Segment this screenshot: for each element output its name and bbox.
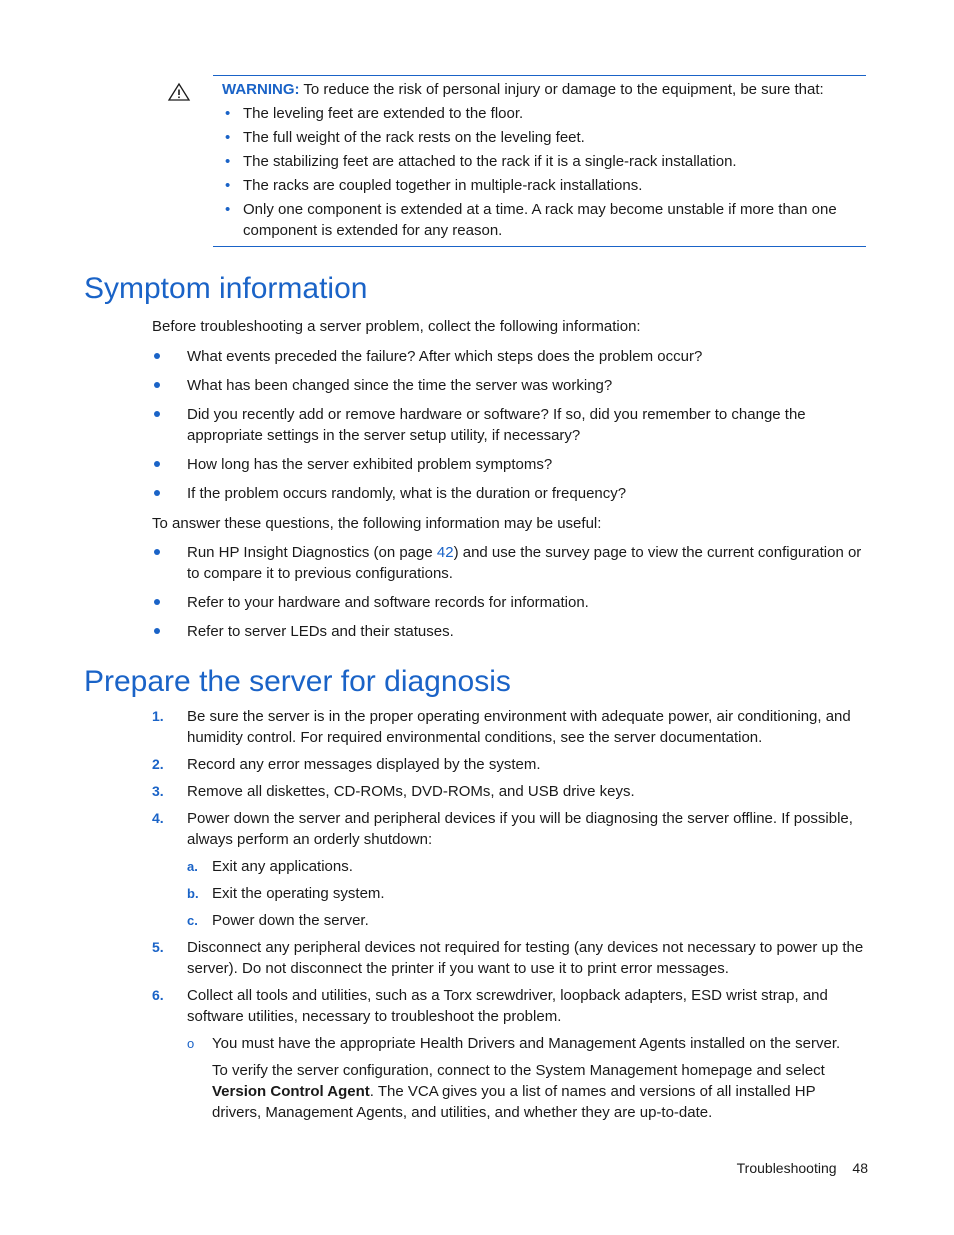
substep-text: Exit any applications. (212, 858, 353, 875)
step-item (152, 937, 867, 979)
symptom-question-list (152, 346, 867, 512)
step-number: 2. (152, 756, 164, 772)
step-number: 6. (152, 987, 164, 1003)
step-item (152, 781, 867, 802)
warning-item: • Only one component is extended at a time. A rack may become unstable if more than one component is extended for any reason. (213, 199, 866, 241)
step-item (152, 985, 867, 1123)
note-bullet-text: You must have the appropriate Health Drivers and Management Agents installed on the server. (212, 1035, 841, 1052)
substep-item (187, 883, 867, 904)
note-text: . The VCA gives you a list of names and versions of all installed HP drivers, Management Agents, and utilities, and whether they are up-to-date. (212, 1083, 816, 1121)
list-item: What events preceded the failure? After which steps does the problem occur? (152, 346, 867, 367)
substep-list (187, 856, 867, 931)
symptom-intro-2: To answer these questions, the following information may be useful: (152, 515, 602, 532)
warning-box (213, 75, 866, 247)
step-text: Remove all diskettes, CD-ROMs, DVD-ROMs, and USB drive keys. (187, 783, 635, 800)
substep-letter: b. (187, 886, 199, 901)
useful-item-text: ) and use the survey page to view the current configuration or to compare it to previous configurations. (187, 544, 862, 582)
step-number: 4. (152, 810, 164, 826)
prepare-heading: Prepare the server for diagnosis (84, 665, 511, 698)
list-item: Did you recently add or remove hardware or software? If so, did you remember to change the appropriate settings in the server setup utility, if necessary? (152, 404, 867, 446)
substep-item (187, 856, 867, 877)
warning-text: To reduce the risk of personal injury or damage to the equipment, be sure that: (303, 81, 824, 98)
substep-letter: c. (187, 913, 198, 928)
step-text: Collect all tools and utilities, such as a Torx screwdriver, loopback adapters, ESD wrist strap, and software utilities, necessary to troubleshoot the problem. (187, 987, 828, 1025)
step-item (152, 754, 867, 775)
step-number: 3. (152, 783, 164, 799)
warning-item: • The full weight of the rack rests on the leveling feet. (213, 127, 866, 148)
page-reference-link[interactable]: 42 (436, 544, 454, 561)
symptom-intro: Before troubleshooting a server problem, collect the following information: (152, 318, 641, 335)
prepare-steps-list (152, 706, 867, 1129)
page-number: 48 (852, 1160, 868, 1176)
warning-item: • The racks are coupled together in multiple-rack installations. (213, 175, 866, 196)
useful-info-list (152, 542, 867, 650)
warning-item: • The stabilizing feet are attached to the rack if it is a single-rack installation. (213, 151, 866, 172)
substep-text: Exit the operating system. (212, 885, 385, 902)
warning-item: • The leveling feet are extended to the floor. (213, 103, 866, 124)
useful-item-text: Run HP Insight Diagnostics (on page (187, 544, 437, 561)
substep-text: Power down the server. (212, 912, 369, 929)
list-item: Refer to your hardware and software records for information. (152, 592, 867, 613)
note-text: To verify the server configuration, connect to the System Management homepage and select (212, 1062, 825, 1079)
page-footer (737, 1158, 868, 1179)
substep-item (187, 910, 867, 931)
symptom-heading: Symptom information (84, 272, 368, 305)
step-text: Disconnect any peripheral devices not required for testing (any devices not necessary to power up the server). Do not disconnect the printer if you want to use it to print error messages. (187, 939, 864, 977)
step-text: Power down the server and peripheral devices if you will be diagnosing the server offline. If possible, always perform an orderly shutdown: (187, 810, 853, 848)
warning-heading (222, 79, 866, 100)
warning-label: WARNING: (222, 81, 300, 98)
list-item: What has been changed since the time the server was working? (152, 375, 867, 396)
substep-list (187, 1033, 867, 1123)
step-text: Record any error messages displayed by the system. (187, 756, 541, 773)
warning-icon (167, 82, 191, 108)
warning-list (213, 103, 866, 241)
step-text: Be sure the server is in the proper operating environment with adequate power, air conditioning, and humidity control. For required environmental conditions, see the server documentation. (187, 708, 851, 746)
note-paragraph (212, 1060, 867, 1123)
list-item: Refer to server LEDs and their statuses. (152, 621, 867, 642)
step-item (152, 808, 867, 931)
note-bold-text: Version Control Agent (212, 1083, 370, 1100)
substep-letter: a. (187, 859, 198, 874)
step-item (152, 706, 867, 748)
step-number: 1. (152, 708, 164, 724)
list-item (152, 542, 867, 584)
list-item: How long has the server exhibited problem symptoms? (152, 454, 867, 475)
list-item: If the problem occurs randomly, what is the duration or frequency? (152, 483, 867, 504)
step-number: 5. (152, 939, 164, 955)
circle-bullet: o (187, 1036, 195, 1051)
note-item (187, 1033, 867, 1123)
footer-section: Troubleshooting (736, 1160, 837, 1176)
